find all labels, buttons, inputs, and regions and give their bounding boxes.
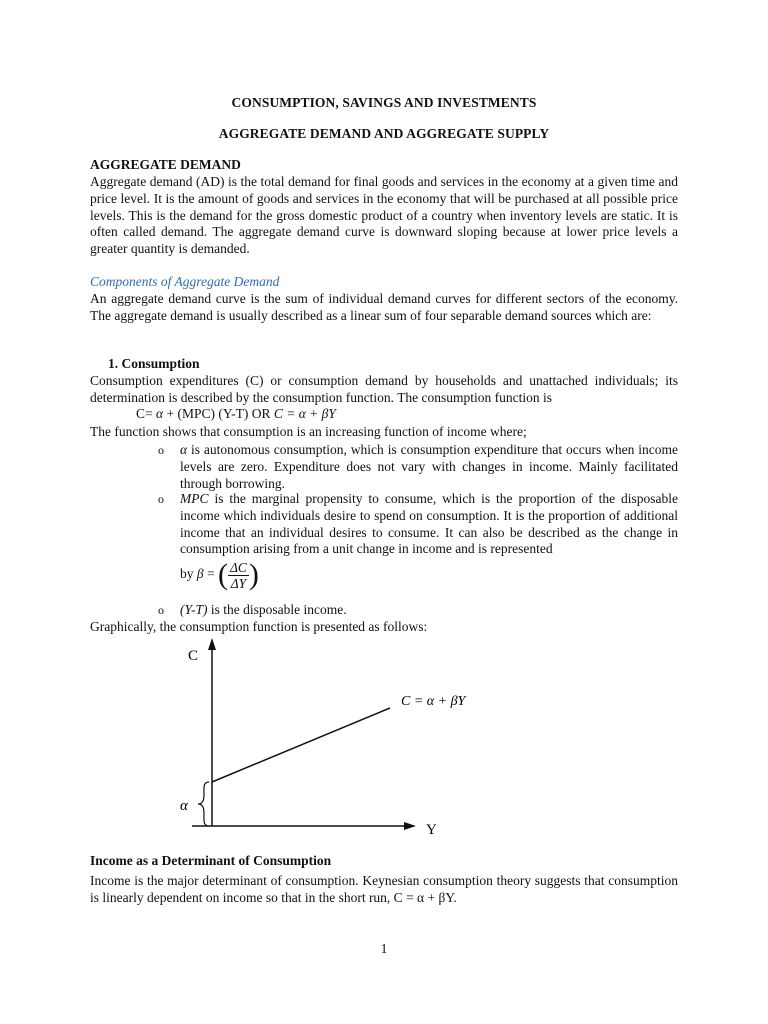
fraction-denominator: ΔY xyxy=(230,575,247,591)
components-paragraph: An aggregate demand curve is the sum of individual demand curves for different sectors of the economy. The aggregate demand is usually described as a linear sum of four separable demand sources which are: xyxy=(90,291,678,323)
ad-paragraph: Aggregate demand (AD) is the total demand for final goods and services in the economy at a given time and price level. It is the amount of goods and services in the economy that will be purchased at all possible price levels. This is the demand for the gross domestic product of a country when inventory levels are static. It is often called demand. The aggregate demand curve is downward sloping because at lower price levels a greater quantity is demanded. xyxy=(90,174,678,257)
bullet-mark: o xyxy=(158,492,164,506)
income-heading: Income as a Determinant of Consumption xyxy=(90,853,332,868)
function-mid: + (MPC) (Y-T) OR xyxy=(163,406,274,421)
ad-heading: AGGREGATE DEMAND xyxy=(90,157,241,172)
document-title: CONSUMPTION, SAVINGS AND INVESTMENTS xyxy=(231,95,537,110)
income-paragraph: Income is the major determinant of consumption. Keynesian consumption theory suggests that consumption is linearly dependent on income so that in the short run, C = α + βY. xyxy=(90,873,678,905)
consumption-heading: 1. Consumption xyxy=(108,356,200,371)
consumption-function-line xyxy=(136,406,724,423)
function-shows-text: The function shows that consumption is an increasing function of income where; xyxy=(90,424,527,439)
mpc-symbol: MPC xyxy=(180,491,209,506)
bullet-mark: o xyxy=(158,443,164,457)
x-axis-arrow xyxy=(404,822,416,830)
function-formula: C = α + βY xyxy=(273,406,336,421)
mpc-formula: by β = ( $\frac{\Delta C}{\Delta Y}$ ) xyxy=(180,558,259,591)
components-heading: Components of Aggregate Demand xyxy=(90,274,280,289)
bullet-body: is the marginal propensity to consume, which is the proportion of the disposable income which individuals desire to spend on consumption. It is the proportion of additional income that an individual desires to consume. It can also be described as the change in consumption arising from a unit change in income and is represented xyxy=(180,491,678,557)
disposable-symbol: (Y-T) xyxy=(180,602,208,617)
alpha-symbol: α xyxy=(156,406,164,421)
bullet-body: is autonomous consumption, which is consumption expenditure that occurs when income levels are zero. Expenditure does not vary with changes in income. Mainly facilitated through borrowing. xyxy=(180,442,678,491)
y-axis-label: C xyxy=(188,648,199,664)
graph-intro: Graphically, the consumption function is presented as follows: xyxy=(90,619,428,634)
consumption-intro: Consumption expenditures (C) or consumption demand by households and unattached individuals; its determination is described by the consumption function. The consumption function is xyxy=(90,373,678,405)
page-number: 1 xyxy=(380,942,388,957)
y-axis-arrow xyxy=(208,638,216,650)
bullet-text xyxy=(180,442,678,492)
by-text: by xyxy=(180,566,197,582)
consumption-function-graph xyxy=(0,630,768,850)
function-prefix: C= xyxy=(136,406,156,421)
fraction-numerator: ΔC xyxy=(229,559,247,575)
bullet-text xyxy=(180,491,678,558)
bullet-mark: o xyxy=(158,603,164,617)
intercept-label: α xyxy=(180,798,188,814)
beta-symbol: β xyxy=(196,566,204,582)
x-axis-label: Y xyxy=(426,822,437,838)
bullet-body: is the disposable income. xyxy=(207,602,347,617)
consumption-line xyxy=(212,708,390,782)
intercept-brace xyxy=(198,782,209,826)
alpha-symbol: α xyxy=(180,442,188,457)
equals-sign: = xyxy=(203,566,218,582)
bullet-text xyxy=(180,602,678,619)
section-title: AGGREGATE DEMAND AND AGGREGATE SUPPLY xyxy=(218,126,550,141)
mpc-fraction xyxy=(228,560,249,591)
curve-label: C = α + βY xyxy=(401,694,466,709)
